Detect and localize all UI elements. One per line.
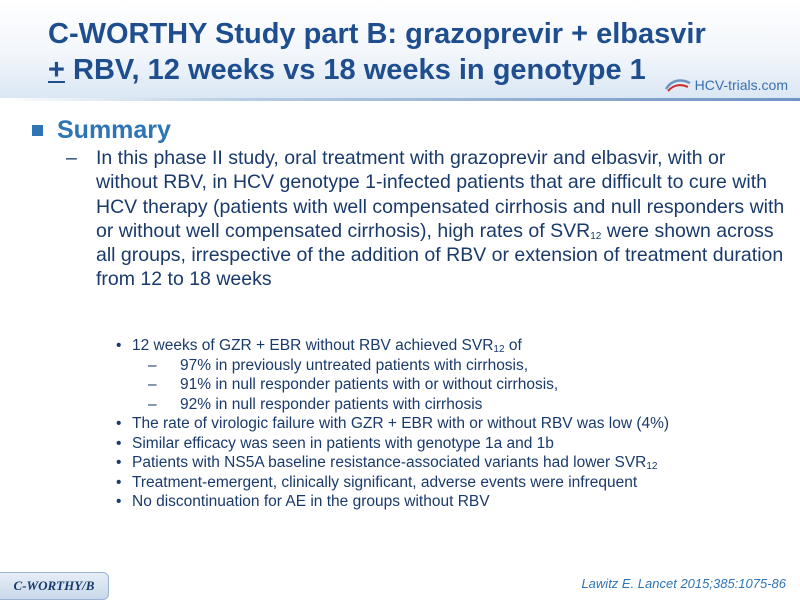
bullet-item-discontinuation (116, 492, 786, 512)
summary-heading: Summary (57, 116, 171, 144)
sub-item (148, 375, 786, 395)
bullet-dot: • (116, 337, 122, 354)
bullet-6-text: No discontinuation for AE in the groups without RBV (132, 493, 490, 510)
summary-paragraph (96, 146, 786, 292)
summary-heading-row (32, 116, 171, 145)
bullet-list (116, 336, 786, 512)
title-line-2 (48, 52, 748, 88)
sub-item (148, 395, 786, 415)
bullet-item-svr (116, 336, 786, 356)
summary-text-a: In this phase II study, oral treatment with grazoprevir and elbasvir, with or without RBV, in HCV genotype 1-infected patients that are difficult to cure with HCV therapy (patients with well compensated cirrhosis and null responders with or without well compensated cirrhosis), high rates of SVR (96, 147, 785, 242)
bullet-item-adverse-events (116, 473, 786, 493)
bullet-5-text: Treatment-emergent, clinically significant, adverse events were infrequent (132, 473, 638, 491)
summary-text-b: were shown across all groups, irrespective of the addition of RBV or extension of treatment duration from 12 to 18 weeks (96, 219, 784, 291)
bullet-dot: • (116, 493, 122, 510)
bullet-3-text: Similar efficacy was seen in patients with genotype 1a and 1b (132, 434, 554, 452)
sub-dash: – (148, 376, 157, 393)
header-divider (0, 98, 800, 101)
sub-item (148, 356, 786, 376)
bullet-2-text: The rate of virologic failure with GZR + EBR with or without RBV was low (4%) (132, 415, 670, 432)
bullet-item-ns5a (116, 453, 786, 473)
logo-swoosh-icon (664, 77, 692, 93)
bullet-dot: • (116, 473, 122, 491)
sub-dash: – (148, 356, 157, 374)
hcv-trials-logo (664, 74, 788, 96)
square-bullet-icon (32, 125, 43, 136)
study-tag: C-WORTHY/B (0, 572, 109, 600)
title-plus-underlined: + (48, 54, 65, 86)
sub-dash: – (148, 395, 157, 413)
sub-item-text: 97% in previously untreated patients with cirrhosis, (180, 356, 529, 374)
svr-sub-list (116, 356, 786, 415)
bullet-4-sub: 12 (646, 461, 658, 472)
title-line-1: C-WORTHY Study part B: grazoprevir + elbasvir (48, 18, 706, 50)
sub-item-text: 91% in null responder patients with or without cirrhosis, (180, 376, 559, 393)
summary-sub: 12 (590, 230, 602, 242)
bullet-1-text-a: 12 weeks of GZR + EBR without RBV achieved SVR (132, 337, 494, 354)
bullet-dot: • (116, 454, 122, 471)
bullet-1-text-b: of (504, 337, 522, 354)
level1-dash: – (66, 147, 77, 169)
bullet-item-genotype (116, 434, 786, 454)
logo-text: HCV-trials.com (694, 77, 788, 93)
bullet-dot: • (116, 434, 122, 452)
slide-title (48, 16, 748, 88)
sub-item-text: 92% in null responder patients with cirrhosis (180, 395, 483, 413)
bullet-1-sub: 12 (493, 344, 505, 355)
title-line-2-rest: RBV, 12 weeks vs 18 weeks in genotype 1 (64, 54, 646, 86)
bullet-4-text: Patients with NS5A baseline resistance-associated variants had lower SVR (132, 454, 647, 471)
citation: Lawitz E. Lancet 2015;385:1075-86 (581, 576, 786, 591)
bullet-dot: • (116, 415, 122, 432)
bullet-item-failure-rate (116, 414, 786, 434)
